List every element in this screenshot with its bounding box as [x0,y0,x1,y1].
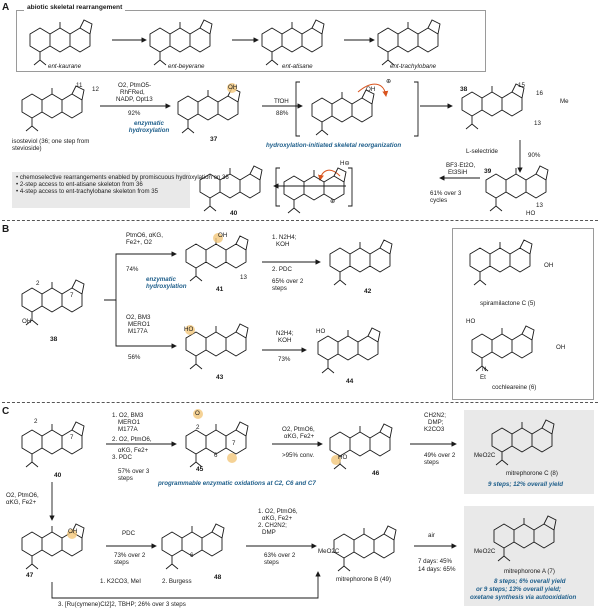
c-yield-48: 73% over 2 steps [114,552,146,567]
compound-48: 48 [214,574,222,581]
spiramilactone-label: spiramilactone C (5) [480,300,536,307]
ho-cochleareine: HO [466,318,476,325]
reorganization-label: hydroxylation-initiated skeletal reorganization [266,142,402,149]
locant-13-41: 13 [240,274,247,281]
b-bot-step2-2: KOH [278,337,292,344]
c-step45-4: 2. O2, PtmO6, [112,436,152,443]
c-step48: PDC [122,530,136,537]
meo2c-8: MeO2C [474,452,496,459]
o-45: O [195,410,200,417]
locant-2-45: 2 [196,424,200,431]
c-step8-1: CH2N2; [424,412,447,419]
section-label-b: B [2,224,10,235]
mitrephorone-b-label: mitrephorone B (49) [336,576,392,583]
oplus-a: ⊕ [386,78,392,85]
locant-13-b: 13 [536,202,543,209]
bullet-3: • 4-step access to ent-trachylobane skeleton from 35 [16,188,159,196]
b-enzymatic-hydroxylation: enzymatic hydroxylation [146,276,187,291]
b-top-reagent-2: Fe2+, O2 [126,239,152,246]
c-step45-3: M177A [118,426,138,433]
c-step46-2: αKG, Fe2+ [284,433,315,440]
step4-reagent-1: BF3·Et2O, [446,162,476,169]
compound-44: 44 [346,378,354,385]
c-step49-1: 1. O2, PtmO6, [258,508,298,515]
ho-43: HO [184,326,194,333]
enzymatic-hydroxylation-label: enzymatic hydroxylation [128,120,170,135]
b-bot-reagent-1: O2, BM3 [126,314,151,321]
locant-2-b: 2 [36,280,40,287]
locant-6-45: 6 [214,452,218,459]
locant-7-c: 7 [70,434,74,441]
locant-16: 16 [536,90,543,97]
compound-38-a: 38 [460,86,468,93]
oh-37: OH [228,84,238,91]
locant-12: 12 [92,86,99,93]
mitrephorone-c-summary: 9 steps; 12% overall yield [488,481,563,488]
c-yield-45: 57% over 3 steps [118,468,150,483]
step2-reagent: TfOH [274,98,289,105]
c-step-air: air [428,532,435,539]
compound-39: 39 [484,168,492,175]
structure-mitrephorone-a [494,512,574,564]
bullet-1: • chemoselective rearrangements enabled by promiscuous hydroxylation on 36 [16,174,229,181]
alt-route-1: 1. K2CO3, MeI [100,578,141,585]
b-top-step2-2: KOH [276,241,290,248]
compound-45: 45 [196,466,204,473]
alt-route-2: 2. Burgess [162,578,192,585]
b-top-step2-yield: 65% over 2 steps [272,278,304,293]
compound-41: 41 [216,286,224,293]
locant-11: 11 [76,82,83,89]
compound-40-c: 40 [54,472,62,479]
c-air-time-1: 7 days: 45% [418,558,453,565]
step4-reagent-2: Et3SiH [448,169,468,176]
step4-yield: 61% over 3 cycles [430,190,462,205]
locant-7-45: 7 [232,440,236,447]
ho-39: HO [526,210,536,217]
n-cochleareine: N [482,366,487,373]
alt-route-3: 3. [Ru(cymene)Cl2]2, TBHP; 26% over 3 steps [58,601,186,608]
c-down-reagent-1: O2, PtmO6, [6,492,39,499]
structure-46 [330,420,410,472]
meo2c-49: MeO2C [318,548,340,555]
label-ent-trachylobane: ent-trachylobane [390,63,437,70]
structure-47 [22,520,102,572]
step2-yield: 88% [276,110,289,117]
locant-6-48: 6 [190,552,194,559]
compound-47: 47 [26,572,34,579]
c-yield-49: 63% over 2 steps [264,552,296,567]
b-bot-reagent-2: MERO1 [128,321,151,328]
structure-48 [162,520,242,572]
c-step8-2: DMP; [428,419,444,426]
c-step45-5: αKG, Fe2+ [118,447,149,454]
oh-38-b: OH [22,318,32,325]
et-cochleareine: Et [480,374,486,381]
oh-41: OH [218,232,228,239]
bullet-2: • 2-step access to ent-atisane skeleton from 36 [16,181,143,189]
me-38: Me [560,98,569,105]
mitrephorone-a-summary-2: or 9 steps; 13% overall yield; [476,586,561,593]
b-bot-step2-1: N2H4; [276,330,294,337]
c-yield-8: 49% over 2 steps [424,452,456,467]
locant-13-a: 13 [534,120,541,127]
locant-2-c: 2 [34,418,38,425]
step3-reagent: L-selectride [466,148,498,155]
compound-38-b: 38 [50,336,58,343]
c-yield-46: >95% conv. [282,452,315,459]
section-label-a: A [2,2,10,13]
compound-37: 37 [210,136,218,143]
b-bot-reagent-3: M177A [128,328,148,335]
compound-42: 42 [364,288,372,295]
c-step45-2: MERO1 [118,419,141,426]
cochleareine-label: cochleareine (6) [492,384,537,391]
compound-46: 46 [372,470,380,477]
c-air-time-2: 14 days: 65% [418,566,456,573]
structure-mitrephorone-b [334,522,414,574]
compound-43: 43 [216,374,224,381]
abiotic-box-title: abiotic skeletal rearrangement [24,4,125,11]
mitrephorone-a-summary-1: 8 steps; 6% overall yield [494,578,566,585]
oh-spiramilactone: OH [544,262,554,269]
step1-yield: 92% [128,110,141,117]
locant-7-b: 7 [70,292,74,299]
c-step49-2: αKG, Fe2+ [262,515,293,522]
b-top-reagent-1: PtmO6, αKG, [126,232,163,239]
ho-46: HO [338,454,348,461]
b-top-step2-1: 1. N2H4; [272,234,297,241]
b-bot-step2-yield: 73% [278,356,291,363]
mitrephorone-a-label: mitrephorone A (7) [504,568,555,575]
oh-cochleareine: OH [556,344,566,351]
label-ent-atisane: ent-atisane [282,63,313,70]
mitrephorone-c-label: mitrephorone C (8) [506,470,558,477]
step3-yield: 90% [528,152,541,159]
meo2c-7: MeO2C [474,548,496,555]
compound-40-a: 40 [230,210,238,217]
b-bot-yield: 56% [128,354,141,361]
c-step45-6: 3. PDC [112,454,132,461]
c-step45-1: 1. O2, BM3 [112,412,144,419]
c-step49-4: DMP [262,529,276,536]
step1-reagent-2: RhFRed, [120,89,145,96]
isosteviol-label: isosteviol (36; one step from stevioside) [12,138,90,153]
mitrephorone-a-summary-3: oxetane synthesis via autooxidation [470,594,577,601]
section-label-c: C [2,406,10,417]
b-top-yield: 74% [126,266,139,273]
step1-reagent-1: O2, PtmO5- [118,82,152,89]
programmable-oxidation-label: programmable enzymatic oxidations at C2, C6 and C7 [158,480,316,487]
step1-reagent-3: NADP, Opt13 [116,96,153,103]
c-step8-3: K2CO3 [424,426,445,433]
oh-intermediate: OH [366,86,376,93]
label-ent-kaurane: ent-kaurane [48,63,82,70]
label-ent-beyerane: ent-beyerane [168,63,205,70]
c-step49-3: 2. CH2N2; [258,522,287,529]
ho-44: HO [316,328,326,335]
structure-mitrephorone-c [492,416,572,468]
locant-15: 15 [518,82,525,89]
hminus: H⊖ [340,160,350,167]
c-down-reagent-2: αKG, Fe2+ [6,499,37,506]
oh-47: OH [68,528,78,535]
c-step46-1: O2, PtmO6, [282,426,315,433]
b-top-step2-3: 2. PDC [272,266,292,273]
oplus-b: ⊕ [330,198,336,205]
